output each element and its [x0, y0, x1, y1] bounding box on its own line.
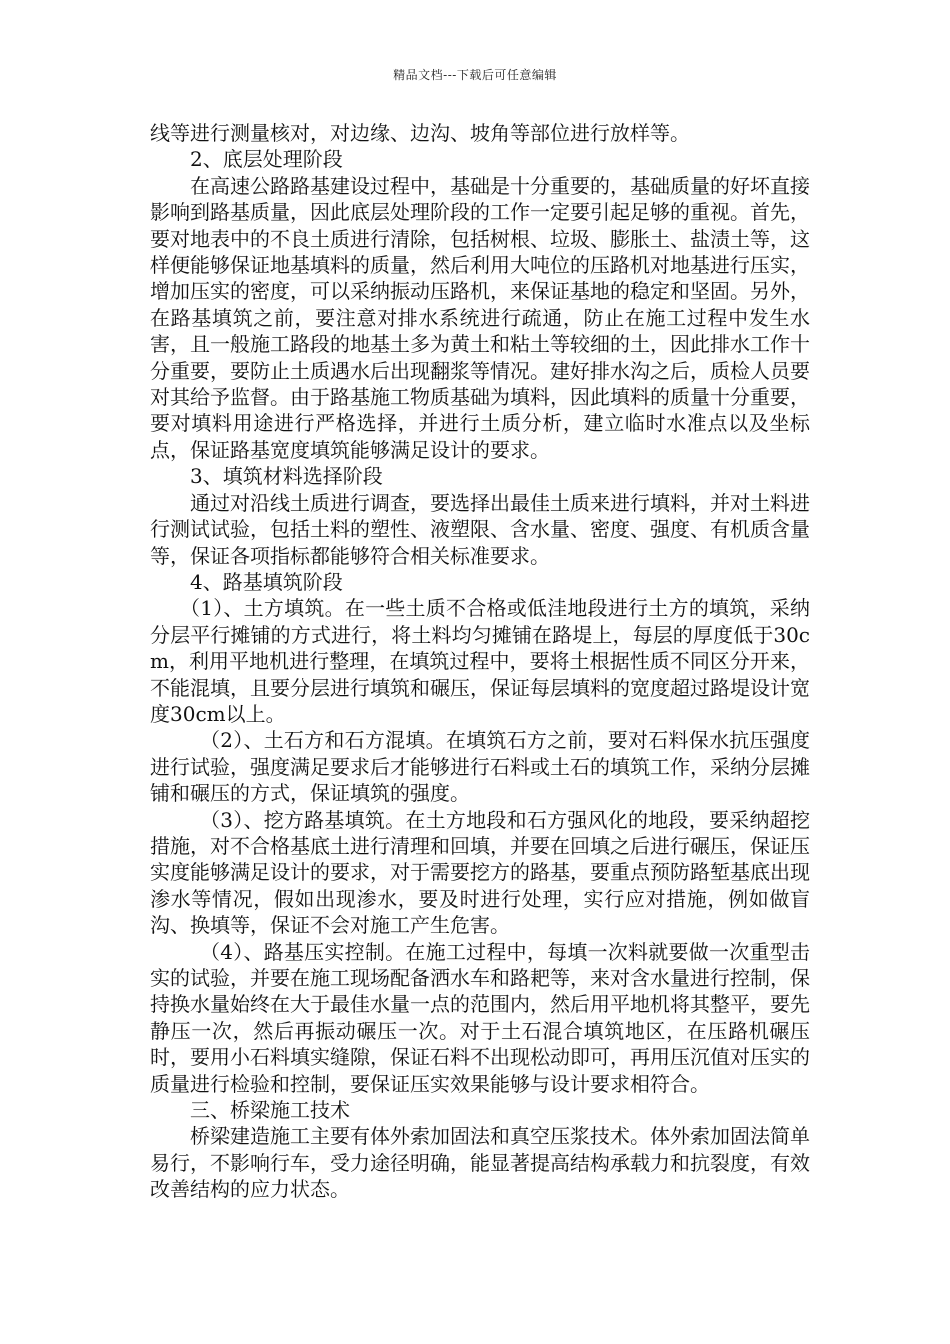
- paragraph-compaction-control: （4）、路基压实控制。在施工过程中，每填一次料就要做一次重型击实的试验，并要在施工现场配备洒水车和路耙等，来对含水量进行控制，保持换水量始终在大于最佳水量一点的范围内，然后用平地机将其整平，要先静压一次，然后再振动碾压一次。对于土石混合填筑地区，在压路机碾压时，要用小石料填实缝隙，保证石料不出现松动即可，再用压沉值对压实的质量进行检验和控制，要保证压实效果能够与设计要求相符合。: [150, 939, 810, 1096]
- section-heading-bridge: 三、桥梁施工技术: [190, 1098, 350, 1123]
- section-heading-4: 4、路基填筑阶段: [190, 569, 343, 594]
- paragraph-material-selection: 通过对沿线土质进行调查，要选择出最佳土质来进行填料，并对土料进行测试试验，包括土料的塑性、液塑限、含水量、密度、强度、有机质含量等，保证各项指标都能够符合相关标准要求。: [150, 490, 810, 568]
- paragraph-continuation: 线等进行测量核对，对边缘、边沟、坡角等部位进行放样等。: [150, 121, 690, 145]
- paragraph-mixed-filling: （2）、土石方和石方混填。在填筑石方之前，要对石料保水抗压强度进行试验，强度满足要求后才能够进行石料或土石的填筑工作，采纳分层摊铺和碾压的方式，保证填筑的强度。: [150, 728, 810, 806]
- paragraph-earth-filling: （1）、土方填筑。在一些土质不合格或低洼地段进行土方的填筑，采纳分层平行摊铺的方式进行，将土料均匀摊铺在路堤上，每层的厚度低于30cm，利用平地机进行整理，在填筑过程中，要将土根据性质不同区分开来，不能混填，且要分层进行填筑和碾压，保证每层填料的宽度超过路堤设计宽度30cm以上。: [150, 596, 810, 726]
- section-heading-2: 2、底层处理阶段: [190, 147, 343, 172]
- document-body: [150, 120, 810, 1203]
- paragraph-excavation-filling: （3）、挖方路基填筑。在土方地段和石方强风化的地段，要采纳超挖措施，对不合格基底土进行清理和回填，并要在回填之后进行碾压，保证压实度能够满足设计的要求，对于需要挖方的路基，要重点预防路堑基底出现渗水等情况，假如出现渗水，要及时进行处理，实行应对措施，例如做盲沟、换填等，保证不会对施工产生危害。: [150, 807, 810, 938]
- paragraph-bridge-technology: 桥梁建造施工主要有体外索加固法和真空压浆技术。体外索加固法简单易行，不影响行车，受力途径明确，能显著提高结构承载力和抗裂度，有效改善结构的应力状态。: [150, 1124, 810, 1202]
- paragraph-base-treatment: 在高速公路路基建设过程中，基础是十分重要的，基础质量的好坏直接影响到路基质量，因此底层处理阶段的工作一定要引起足够的重视。首先，要对地表中的不良土质进行清除，包括树根、垃圾、膨胀土、盐渍土等，这样便能够保证地基填料的质量，然后利用大吨位的压路机对地基进行压实，增加压实的密度，可以采纳振动压路机，来保证基地的稳定和坚固。另外，在路基填筑之前，要注意对排水系统进行疏通，防止在施工过程中发生水害，且一般施工路段的地基土多为黄土和粘土等较细的土，因此排水工作十分重要，要防止土质遇水后出现翻浆等情况。建好排水沟之后，质检人员要对其给予监督。由于路基施工物质基础为填料，因此填料的质量十分重要，要对填料用途进行严格选择，并进行土质分析，建立临时水准点以及坐标点，保证路基宽度填筑能够满足设计的要求。: [150, 173, 810, 462]
- page-header: 精品文档---下载后可任意编辑: [393, 68, 557, 82]
- section-heading-3: 3、填筑材料选择阶段: [190, 464, 383, 489]
